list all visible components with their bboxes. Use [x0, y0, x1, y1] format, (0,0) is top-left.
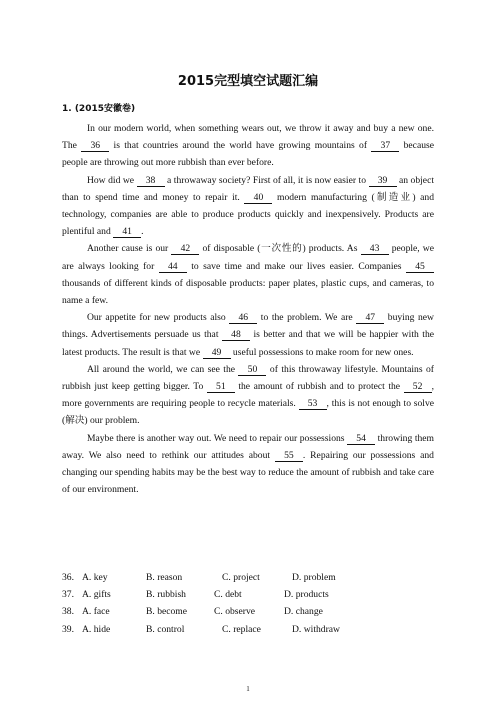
option-choice-a: A. key — [82, 572, 108, 583]
passage-text: throwing them away. We also need to rethink our attitudes about — [62, 432, 435, 461]
passage-text: people, we are always looking for — [62, 243, 434, 272]
page-title: 2015完型填空试题汇编 — [177, 74, 319, 89]
page-number: 1 — [246, 685, 250, 693]
blank-number: 49 — [203, 347, 231, 359]
option-choice-b: B. become — [146, 606, 188, 618]
blank-number: 50 — [238, 364, 266, 376]
passage-text: buying new things. Advertisements persuade us that — [62, 312, 434, 341]
passage-text: of this throwaway lifestyle. Mountains of rubbish just keep getting bigger. To — [62, 363, 435, 393]
option-choice-c: C. observe — [214, 606, 256, 618]
option-number: 38. — [62, 606, 74, 618]
option-choice-d: D. change — [284, 606, 323, 618]
option-choice-a: A. face — [82, 606, 110, 618]
blank-number: 38 — [137, 175, 165, 187]
passage-paragraph — [62, 172, 434, 241]
option-choice-c: C. project — [222, 572, 260, 583]
passage-text: is better and that we will be happier with the latest products. The result is that we — [62, 329, 434, 358]
blank-number: 55 — [275, 450, 303, 462]
blank-number: 52 — [404, 381, 432, 393]
passage-text: because people are throwing out more rubbish than ever before. — [62, 140, 434, 169]
passage-text: useful possessions to make room for new ones. — [230, 346, 414, 358]
passage-paragraph — [62, 309, 434, 361]
passage-text: thousands of different kinds of disposable products: paper plates, plastic cups, and cameras, to name a few. — [62, 277, 434, 307]
passage-text: Another cause is our — [86, 243, 172, 255]
blank-number: 39 — [369, 175, 397, 187]
blank-number: 54 — [347, 433, 375, 445]
option-choice-a: A. hide — [82, 623, 111, 635]
option-choice-a: A. gifts — [82, 589, 111, 601]
passage-paragraph — [62, 361, 434, 430]
passage-paragraph — [62, 120, 434, 172]
passage-text: In our modern world, when something wears out, we throw it away and buy a new one. The — [62, 123, 434, 152]
passage-text: of disposable (一次性的) products. As — [199, 243, 361, 255]
passage-text: to the problem. We are — [257, 312, 357, 324]
question-header: 1. (2015安徽卷) — [62, 104, 136, 114]
option-choice-d: D. withdraw — [292, 623, 340, 635]
option-choice-c: C. debt — [214, 589, 242, 601]
blank-number: 42 — [171, 243, 199, 255]
passage-body — [62, 120, 434, 498]
passage-paragraph — [62, 430, 434, 499]
option-choice-c: C. replace — [222, 623, 261, 635]
passage-text: the amount of rubbish and to protect the — [234, 381, 404, 393]
passage-text: Maybe there is another way out. We need to repair our possessions — [86, 432, 348, 444]
option-choice-b: B. reason — [146, 572, 183, 583]
passage-text: , this is not enough to solve (解决) our problem. — [62, 398, 435, 427]
blank-number: 37 — [371, 140, 399, 152]
blank-number: 44 — [159, 261, 187, 273]
passage-text: a throwaway society? First of all, it is now easier to — [164, 174, 369, 186]
blank-number: 47 — [356, 312, 384, 324]
passage-text: to save time and make our lives easier. Companies — [186, 260, 406, 272]
option-choice-d: D. products — [284, 589, 329, 601]
passage-text: . — [141, 226, 144, 238]
option-choice-b: B. rubbish — [146, 589, 186, 601]
option-number: 39. — [62, 623, 74, 635]
blank-number: 40 — [244, 192, 272, 204]
blank-number: 45 — [406, 261, 434, 273]
option-number: 36. — [62, 572, 74, 583]
passage-text: . Repairing our possessions and changing our spending habits may be the best way to reduce the amount of rubbish and take care of our environment. — [62, 449, 434, 496]
blank-number: 51 — [207, 381, 235, 393]
passage-paragraph — [62, 240, 434, 309]
passage-text: Our appetite for new products also — [86, 312, 230, 324]
passage-text: is that countries around the world have growing mountains of — [109, 140, 372, 152]
blank-number: 43 — [361, 243, 389, 255]
passage-text: modern manufacturing (制造业) and technology, companies are able to produce products quickly and inexpensively. Products are plentiful and — [62, 191, 434, 238]
blank-number: 48 — [222, 329, 250, 341]
option-choice-d: D. problem — [292, 572, 336, 583]
blank-number: 46 — [229, 312, 257, 324]
blank-number: 41 — [113, 226, 141, 238]
blank-number: 53 — [299, 398, 327, 410]
passage-text: an object than to spend time and money to repair it. — [62, 174, 434, 203]
option-choice-b: B. control — [146, 623, 185, 635]
passage-text: , more governments are requiring people to recycle materials. — [62, 381, 434, 410]
option-number: 37. — [62, 589, 74, 601]
blank-number: 36 — [81, 140, 109, 152]
passage-text: How did we — [86, 174, 137, 186]
passage-text: All around the world, we can see the — [86, 363, 239, 375]
